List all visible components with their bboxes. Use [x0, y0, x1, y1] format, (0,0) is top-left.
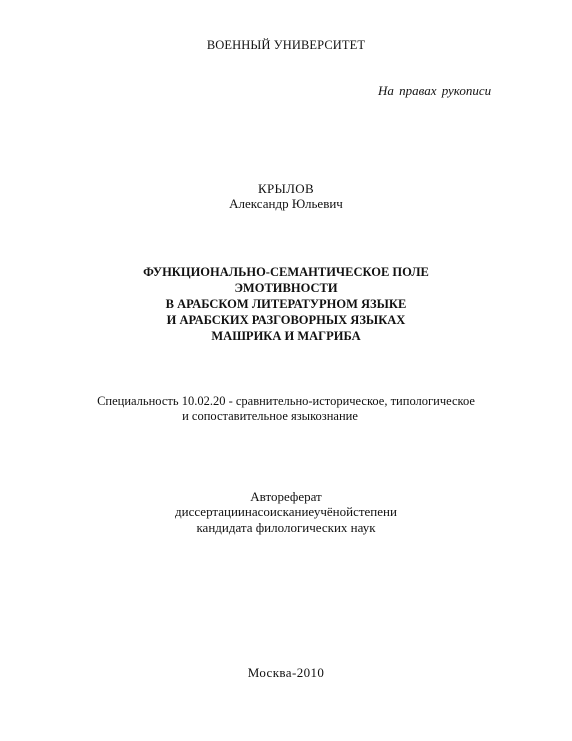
manuscript-note: На правах рукописи — [378, 83, 492, 98]
university-name: ВОЕННЫЙ УНИВЕРСИТЕТ — [206, 38, 366, 52]
abstract-field-line: кандидата филологических наук — [196, 520, 376, 535]
title-line-4: И АРАБСКИХ РАЗГОВОРНЫХ ЯЗЫКАХ — [166, 313, 406, 327]
title-line-5: МАШРИКА И МАГРИБА — [211, 329, 361, 343]
author-name: Александр Юльевич — [229, 196, 343, 211]
title-line-3: В АРАБСКОМ ЛИТЕРАТУРНОМ ЯЗЫКЕ — [165, 297, 407, 311]
specialty-line-2: и сопоставительное языкознание — [182, 409, 358, 423]
abstract-label: Автореферат — [250, 489, 322, 504]
title-line-2: ЭМОТИВНОСТИ — [234, 281, 338, 295]
specialty-line-1: Специальность 10.02.20 - сравнительно-историческое, типологическое — [97, 394, 475, 408]
dissertation-title — [0, 264, 572, 344]
title-line-1: ФУНКЦИОНАЛЬНО-СЕМАНТИЧЕСКОЕ ПОЛЕ — [143, 265, 429, 279]
author-surname: КРЫЛОВ — [258, 181, 314, 196]
city-year: Москва-2010 — [247, 665, 325, 680]
abstract-degree-line: диссертациинасоисканиеучёнойстепени — [175, 504, 397, 519]
